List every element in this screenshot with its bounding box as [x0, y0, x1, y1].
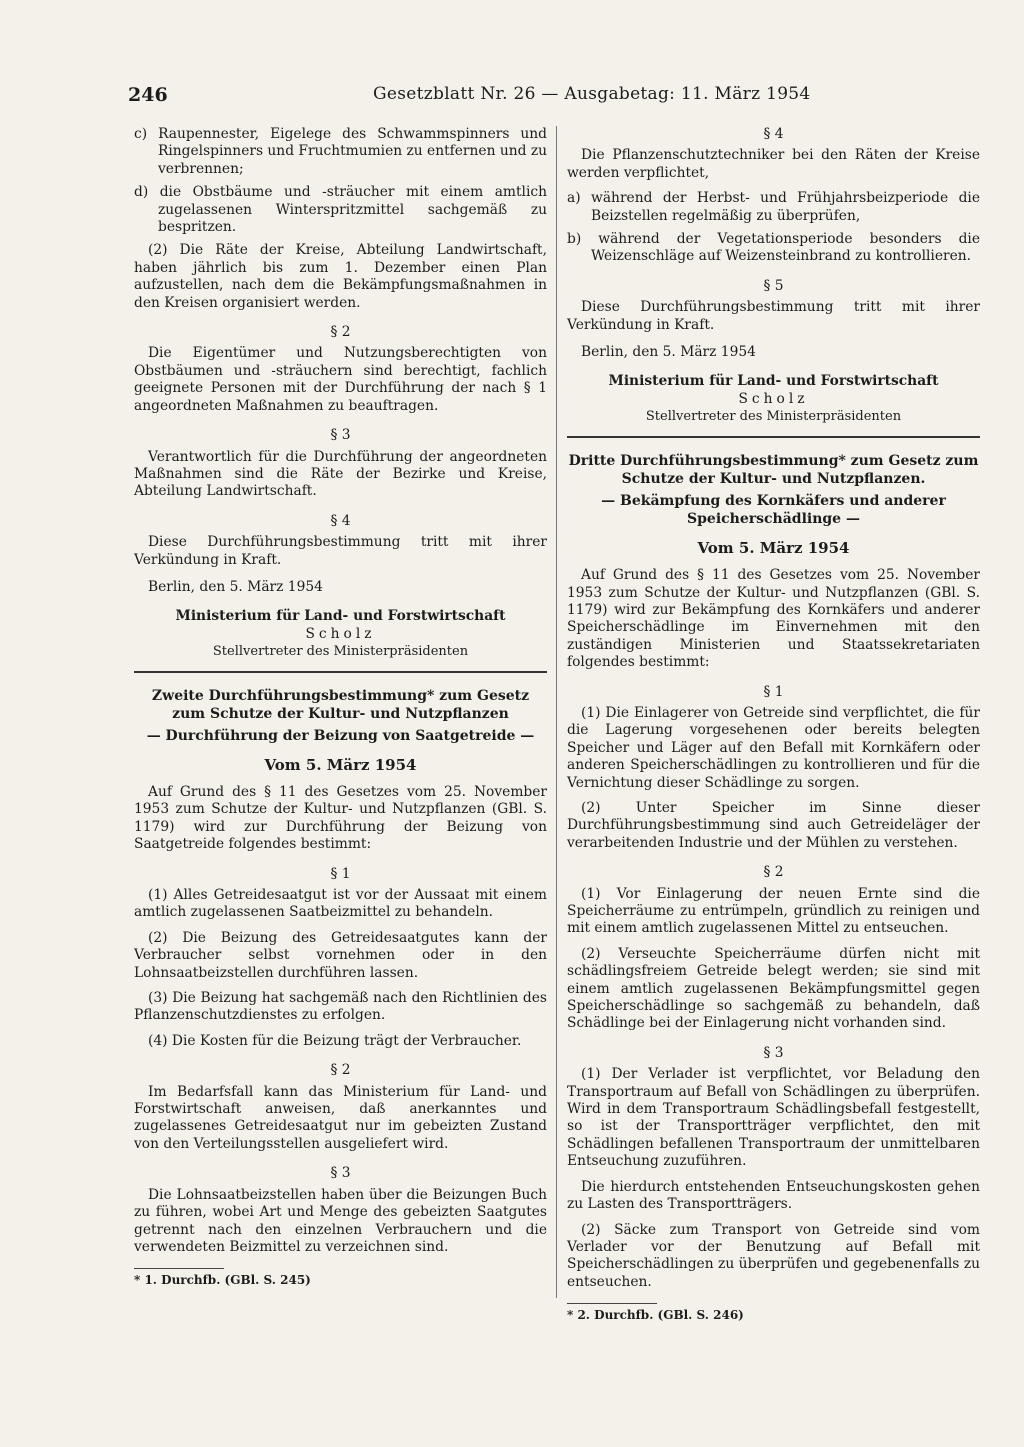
section-heading: § 2 [763, 864, 784, 881]
section-heading: § 2 [330, 1062, 351, 1079]
section-heading: § 2 [330, 324, 351, 341]
header-title: Gesetzblatt Nr. 26 — Ausgabetag: 11. März 1954 [373, 84, 811, 104]
section-text: Im Bedarfsfall kann das Ministerium für Land- und Forstwirtschaft anweisen, daß anerkanntes und zugelassenes Getreidesaatgut nur im gebeizten Zustand von den Verteilungsstellen ausgeliefert wird. [134, 1083, 547, 1152]
decree-date: Vom 5. März 1954 [697, 538, 850, 557]
decree-intro: Auf Grund des § 11 des Gesetzes vom 25. November 1953 zum Schutze der Kultur- und Nutzpflanzen (GBl. S. 1179) wird zur Bekämpfung des Kornkäfers und anderer Speicherschädlinge im Einvernehmen mit den zuständigen Ministerien und Staatssekretariaten folgendes bestimmt: [567, 567, 980, 671]
section-paragraph: (2) Unter Speicher im Sinne dieser Durchführungsbestimmung sind auch Getreideläger der verarbeitenden Industrie und der Mühlen zu verstehen. [567, 799, 980, 851]
section-text: Diese Durchführungsbestimmung tritt mit ihrer Verkündung in Kraft. [134, 534, 547, 568]
decree-subtitle: — Durchführung der Beizung von Saatgetreide — [146, 727, 535, 744]
signing-date: Berlin, den 5. März 1954 [148, 578, 323, 595]
section-heading: § 1 [330, 865, 351, 882]
section-paragraph: (2) Die Beizung des Getreidesaatgutes kann der Verbraucher selbst vornehmen oder in den Lohnsaatbeizstellen durchführen lassen. [134, 929, 547, 981]
section-divider [567, 436, 980, 438]
page-header [128, 84, 978, 108]
left-column [134, 126, 547, 1290]
item-b: b) während der Vegetationsperiode besonders die Weizenschläge auf Weizensteinbrand zu kontrollieren. [567, 231, 980, 265]
signing-date: Berlin, den 5. März 1954 [581, 344, 756, 361]
section-heading: § 4 [763, 126, 784, 142]
section-text: Diese Durchführungsbestimmung tritt mit ihrer Verkündung in Kraft. [567, 299, 980, 333]
section-heading: § 3 [330, 427, 351, 444]
right-column [567, 126, 980, 1325]
decree-title: Dritte Durchführungsbestimmung* zum Gesetz zum Schutze der Kultur- und Nutzpflanzen. [568, 452, 979, 487]
footnote: * 2. Durchfb. (GBl. S. 246) [567, 1308, 744, 1323]
signature-ministry: Ministerium für Land- und Forstwirtschaft [175, 608, 506, 625]
decree-intro: Auf Grund des § 11 des Gesetzes vom 25. November 1953 zum Schutze der Kultur- und Nutzpflanzen (GBl. S. 1179) wird zur Durchführung der Beizung von Saatgetreide folgendes bestimmt: [134, 783, 547, 853]
section-heading: § 4 [330, 512, 351, 529]
signature-role: Stellvertreter des Ministerpräsidenten [212, 644, 469, 660]
section-text: Die Lohnsaatbeizstellen haben über die Beizungen Buch zu führen, wobei Art und Menge des gebeizten Saatgutes getrennt nach den einzelnen Verbrauchern und die verwendeten Beizmittel zu verzeichnen sind. [134, 1186, 547, 1255]
signature-name: Scholz [738, 390, 809, 407]
signature-role: Stellvertreter des Ministerpräsidenten [645, 409, 902, 425]
item-a: a) während der Herbst- und Frühjahrsbeizperiode die Beizstellen regelmäßig zu überprüfen, [567, 190, 980, 224]
decree-title: Zweite Durchführungsbestimmung* zum Gesetz zum Schutze der Kultur- und Nutzpflanzen [151, 687, 530, 722]
section-paragraph: (1) Die Einlagerer von Getreide sind verpflichtet, die für die Lagerung vorgesehenen oder bereits belegten Speicher und Läger auf den Befall mit Kornkäfern oder anderen Speicherschädlingen zu kontrollieren und für die Vernichtung dieser Schädlinge zu sorgen. [567, 704, 980, 791]
column-divider [556, 126, 557, 1298]
section-text: Die Pflanzenschutztechniker bei den Räten der Kreise werden verpflichtet, [567, 147, 980, 181]
footnote-rule [567, 1303, 657, 1304]
section-heading: § 3 [763, 1044, 784, 1061]
section-paragraph: (3) Die Beizung hat sachgemäß nach den Richtlinien des Pflanzenschutzdienstes zu erfolgen. [134, 990, 547, 1024]
item-d: d) die Obstbäume und -sträucher mit einem amtlich zugelassenen Winterspritzmittel sachgemäß zu bespritzen. [134, 184, 547, 236]
section-paragraph: (1) Vor Einlagerung der neuen Ernte sind die Speicherräume zu entrümpeln, gründlich zu reinigen und mit einem amtlich zugelassenen Mittel zu entseuchen. [567, 885, 980, 937]
section-paragraph: (2) Säcke zum Transport von Getreide sind vom Verlader vor der Benutzung auf Befall mit Speicherschädlingen zu überprüfen und gegebenenfalls zu entseuchen. [567, 1221, 980, 1290]
section-paragraph: (2) Verseuchte Speicherräume dürfen nicht mit schädlingsfreiem Getreide belegt werden; sie sind mit einem amtlich zugelassenen Bekämpfungsmittel gegen Speicherschädlinge so sachgemäß zu behandeln, daß Schädlinge bei der Einlagerung nicht vorhanden sind. [567, 945, 980, 1032]
section-heading: § 5 [763, 277, 784, 294]
paragraph-2: (2) Die Räte der Kreise, Abteilung Landwirtschaft, haben jährlich bis zum 1. Dezember einen Plan aufzustellen, nach dem die Bekämpfungsmaßnahmen in den Kreisen organisiert werden. [134, 242, 547, 311]
signature-ministry: Ministerium für Land- und Forstwirtschaft [608, 373, 939, 390]
section-text: Verantwortlich für die Durchführung der angeordneten Maßnahmen sind die Räte der Bezirke und Kreise, Abteilung Landwirtschaft. [134, 448, 547, 500]
section-divider [134, 671, 547, 673]
section-heading: § 3 [330, 1165, 351, 1182]
section-paragraph: (4) Die Kosten für die Beizung trägt der Verbraucher. [148, 1032, 522, 1049]
item-c: c) Raupennester, Eigelege des Schwammspinners und Ringelspinners und Fruchtmumien zu entfernen und zu verbrennen; [134, 126, 547, 177]
decree-date: Vom 5. März 1954 [264, 755, 417, 774]
signature-name: Scholz [305, 625, 376, 642]
section-heading: § 1 [763, 683, 784, 700]
section-text: Die Eigentümer und Nutzungsberechtigten von Obstbäumen und -sträuchern sind berechtigt, fachlich geeignete Personen mit der Durchführung der nach § 1 angeordneten Maßnahmen zu beauftragen. [134, 345, 547, 414]
section-paragraph: Die hierdurch entstehenden Entseuchungskosten gehen zu Lasten des Transportträgers. [567, 1178, 980, 1213]
section-paragraph: (1) Alles Getreidesaatgut ist vor der Aussaat mit einem amtlich zugelassenen Saatbeizmittel zu behandeln. [134, 887, 547, 921]
footnote-rule [134, 1268, 224, 1269]
footnote: * 1. Durchfb. (GBl. S. 245) [134, 1273, 311, 1288]
decree-subtitle: — Bekämpfung des Kornkäfers und anderer Speicherschädlinge — [601, 492, 946, 527]
section-paragraph: (1) Der Verlader ist verpflichtet, vor Beladung den Transportraum auf Befall von Schädlingen zu überprüfen. Wird in dem Transportraum Schädlingsbefall festgestellt, so ist der Transportträger verpflichtet, den mit Schädlingen befallenen Transportraum der unmittelbaren Entseuchung zuzuführen. [567, 1066, 980, 1170]
page-number: 246 [128, 84, 168, 106]
